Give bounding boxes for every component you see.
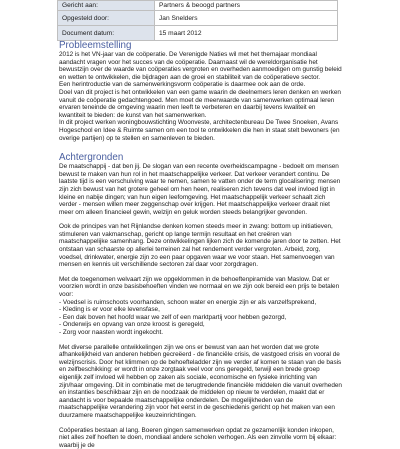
meta-row (58, 26, 338, 41)
meta-value: Jan Snelders (155, 11, 338, 26)
paragraph: Met diverse parallelle ontwikkelingen zijn we ons er bewust van aan het worden dat we grote afhankelijkheid van anderen hebben gecreëerd - de financiële crisis, de vastgoed crisis en vooral de welzijnscrisis. Door het klimmen op de behoefteladder zijn we verder af komen te staan van de basis en zelfbeschikking: er wordt in onze zorgtaak veel voor ons geregeld, terwijl een brede groep eigenlijk zelf invloed wil hebben op zaken als sociale, economische en fysieke inrichting van zijn/haar omgeving. Dit in combinatie met de terugtredende financiële middelen die vanuit overheden en instanties beschikbaar zijn en de noodzaak de middelen op nieuw te verdelen, maakt dat er aandacht is voor bepaalde maatschappelijke onderdelen. De mogelijkheden van de maatschappelijke verandering zijn voor het eerst in de geschiedenis gericht op het maken van een duurzamere maatschappelijke keuzeinrichtingen. (59, 343, 342, 419)
document-meta-table (57, 0, 338, 41)
paragraph: Ook de principes van het Rijnlandse denken komen steeds meer in zwang: bottom up initiatieven, stimuleren van vakmanschap, gericht op lange termijn resultaat en het creëren van maatschappelijke samenhang. Deze ontwikkelingen lijken zich de komende jaren door te zetten. Het ontstaan van schaarste op allerlei terreinen zal het rendement verder vergroten. Arbeid, zorg, voedsel, drinkwater, energie zijn zo een paar opgaven waar we voor staan. Het samenvoegen van mensen en kennis uit verschillende sectoren zal daar voor zorgdragen. (59, 223, 341, 269)
paragraph: Een herintroductie van de samenwerkingsvorm coöperatie is daarmee ook aan de orde. (59, 81, 306, 89)
paragraph: De maatschappij - dat ben jij. De slogan van een recente overheidscampagne - bedoelt om mensen bewust te maken van hun rol in het maatschappelijke verkeer. Dat verkeer verandert continu. De laatste tijd is een verschuiving waar te nemen, samen te vatten onder de term glocalisering: mensen zijn zich bewust van het grotere geheel om hen heen, realiseren zich tevens dat veel invloed ligt in kleine en nabije dingen; van hun eigen leefomgeving. Het maatschappelijk verkeer schaalt zich verder - mensen willen meer zeggenschap over krijgen. Het maatschappelijke verkeer draait niet meer om alleen financieel gewin, welzijn en geluk worden steeds belangrijker gevonden. (59, 163, 341, 216)
list-item: - Zorg voor naasten wordt ingekocht. (59, 329, 164, 336)
meta-row (58, 1, 338, 11)
spacer (59, 420, 342, 427)
list-item: - Een dak boven het hoofd waar we zelf of een marktpartij voor hebben gezorgd, (59, 313, 287, 321)
paragraph: 2012 is het VN-jaar van de coöperatie. De Verenigde Naties wil met het themajaar mondiaal aandacht vragen voor het succes van de coöperatie. Daarnaast wil de wereldorganisatie het bewustzijn over de waarde van coöperaties vergroten en overheden aanmoedigen om gunstig beleid en wetten te ontwikkelen, die bijdragen aan de groei en stabiliteit van de coöperatieve sector. (59, 51, 342, 81)
paragraph: Met de toegenomen welvaart zijn we opgeklommen in de behoeftenpiramide van Maslow. Dat er voorzien wordt in onze basisbehoeften vinden we normaal en we zijn ook bereid een prijs te betalen voor: (59, 275, 340, 299)
paragraph: Doel van dit project is het ontwikkelen van een game waarin de deelnemers leren denken en werken vanuit de coöperatie gedachtengoed. Men moet de meerwaarde van samenwerken optimaal leren ervaren teneinde de omgeving waarin men leeft te verbeteren en daarbij tevens kwaliteit en kwantiteit te bieden: de kunst van het samenwerken. (59, 88, 341, 119)
paragraph: Coöperaties bestaan al lang. Boeren gingen samenwerken opdat ze gezamenlijk konden inkopen, niet alles zelf hoeften te doen, mondiaal andere scholen verhogen. Als een zinvolle vorm bij elkaar: waarbij je de (59, 426, 337, 449)
meta-label: Gericht aan: (58, 1, 155, 11)
document-body (59, 40, 342, 449)
list-item: - Kleding is er voor elke levensfase, (59, 306, 160, 314)
meta-row (58, 11, 338, 26)
meta-label: Opgesteld door: (58, 11, 155, 26)
paragraph: In dit project werken woningbouwstichting Woonveste, architectenbureau De Twee Snoeken, Avans Hogeschool en Idee & Ruimte samen om een tool te ontwikkelen die hen in staat stelt bewoners (en overige partijen) op te stellen en samenleven te bieden. (59, 119, 340, 142)
needs-list (59, 299, 342, 337)
list-item: - Voedsel is ruimschoots voorhanden, schoon water en energie zijn er als vanzelfsprekend, (59, 298, 317, 306)
meta-label: Document datum: (58, 26, 155, 41)
list-item: - Onderwijs en opvang van onze kroost is geregeld, (59, 321, 205, 329)
section-heading-probleemstelling: Probleemstelling (59, 40, 132, 51)
spacer (59, 216, 342, 223)
section-heading-achtergronden: Achtergronden (59, 152, 124, 164)
spacer (59, 337, 342, 344)
spacer (59, 269, 342, 276)
spacer (59, 142, 342, 152)
meta-value: Partners & beoogd partners (155, 1, 338, 11)
meta-value: 15 maart 2012 (155, 26, 338, 41)
